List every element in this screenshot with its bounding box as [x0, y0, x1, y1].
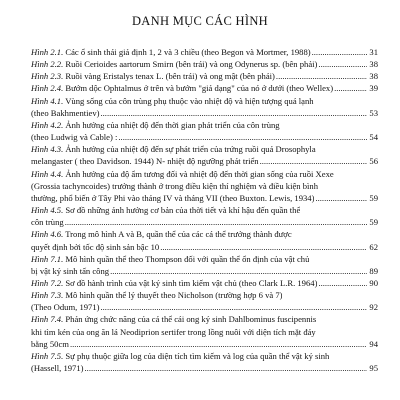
leader-dots	[101, 301, 368, 313]
leader-dots	[260, 155, 367, 167]
figure-caption-text: Hình 4.4. Ảnh hưởng của độ ẩm tương đối và nhiệt độ đến thời gian sống của ruồi Xexe	[31, 168, 334, 179]
page-number: 94	[369, 338, 378, 349]
figure-entry-line	[31, 265, 378, 277]
figure-caption-text: (Hassell, 1971)	[31, 363, 84, 374]
figure-caption-text: thường, phổ biến ở Tây Phi vào tháng IV và tháng VII (theo Buxton. Lewis, 1934)	[31, 192, 315, 203]
figure-entry[interactable]	[31, 58, 378, 70]
page-number: 89	[369, 265, 378, 276]
figure-entry-line	[31, 168, 378, 180]
figure-entry[interactable]	[31, 228, 378, 252]
figure-entry-line	[31, 155, 378, 167]
page-number: 95	[369, 363, 378, 374]
leader-dots	[85, 362, 367, 374]
figure-entry-line	[31, 362, 378, 374]
figure-caption-text: melangaster ( theo Davidson. 1944) N- nhiệt độ ngưỡng phát triển	[31, 156, 259, 167]
figure-caption-text: quyết định bởi tốc độ sinh sản bậc 10	[31, 241, 160, 252]
page-title: DANH MỤC CÁC HÌNH	[131, 14, 268, 28]
leader-dots	[318, 277, 367, 289]
figure-entry[interactable]	[31, 70, 378, 82]
figure-entry[interactable]	[31, 168, 378, 204]
figure-entry-line	[31, 143, 378, 155]
leader-dots	[118, 131, 367, 143]
figure-entry-line	[31, 338, 378, 350]
figure-caption-text: bị vật ký sinh tấn công	[31, 265, 110, 276]
figure-caption-text: Hình 7.4. Phản ứng chức năng của cá thể cái ong ký sinh Dahlbominus fuscipennis	[31, 314, 317, 325]
figure-entry[interactable]	[31, 143, 378, 167]
figure-caption-text: Hình 7.5. Sự phụ thuộc giữa log của diện tích tìm kiếm và log của quần thể vật ký sinh	[31, 350, 330, 361]
leader-dots	[312, 46, 367, 58]
figure-entry-line	[31, 326, 378, 338]
figure-entry[interactable]	[31, 82, 378, 94]
figure-entry[interactable]	[31, 350, 378, 374]
figure-entry-line	[31, 253, 378, 265]
page-number: 39	[369, 83, 378, 94]
figure-entry-line	[31, 228, 378, 240]
figure-caption-text: (theo Bakhmentiev)	[31, 107, 100, 118]
figure-entry-line	[31, 107, 378, 119]
page-number: 31	[369, 47, 378, 57]
figure-caption-text: Hình 4.3. Ảnh hưởng của nhiệt độ đến sự phát triển của trứng ruồi quả Drosophyla	[31, 144, 316, 155]
figure-entry-line	[31, 301, 378, 313]
figure-caption-text: Hình 7.3. Mô hình quần thể lý thuyết theo Nicholson (trường hợp 6 và 7)	[31, 290, 283, 301]
figure-entry[interactable]	[31, 46, 378, 58]
figure-entry[interactable]	[31, 277, 378, 289]
page-number: 53	[369, 107, 378, 118]
leader-dots	[318, 58, 367, 70]
page-number: 59	[369, 217, 378, 228]
leader-dots	[160, 241, 367, 253]
figure-entry-line	[31, 313, 378, 325]
figure-entry[interactable]	[31, 253, 378, 277]
figure-entry-line	[31, 289, 378, 301]
figure-caption-text: (theo Ludwig và Cable) :	[31, 132, 118, 143]
page-number: 54	[369, 132, 378, 143]
figure-caption-text: (Theo Odum, 1971)	[31, 302, 100, 313]
leader-dots	[65, 216, 367, 228]
page-number: 90	[369, 277, 378, 288]
figure-entry[interactable]	[31, 119, 378, 143]
leader-dots	[70, 338, 367, 350]
figure-caption-text: Hình 2.1. Các ổ sinh thái giả định 1, 2 và 3 chiều (theo Begon và Mortmer, 1988)	[31, 47, 311, 57]
figure-caption-text: Hình 4.5. Sơ đồ những ảnh hưởng cơ bản của thời tiết và khí hậu đến quần thể	[31, 205, 301, 216]
figure-entry-line	[31, 131, 378, 143]
figure-caption-text: Hình 2.4. Bướm dộc Ophtalmus ở trên và bướm "giả dạng" của nó ở dưới (theo Wellex)	[31, 83, 334, 94]
figure-entry-line	[31, 277, 378, 289]
figure-entry[interactable]	[31, 289, 378, 313]
figure-entry-line	[31, 192, 378, 204]
figure-caption-text: Hình 7.2. Sơ đồ hành trình của vật ký sinh tìm kiếm vật chủ (theo Clark L.R. 1964)	[31, 277, 318, 288]
leader-dots	[110, 265, 367, 277]
figure-entry-line	[31, 350, 378, 362]
figure-caption-text: khi tìm kén của ong ăn lá Neodiprion sertifer trong lồng nuôi với diện tích mặt đáy	[31, 326, 316, 337]
figure-entry-line	[31, 241, 378, 253]
page-number: 92	[369, 302, 378, 313]
figure-entry-line	[31, 119, 378, 131]
page-number: 38	[369, 59, 378, 70]
figure-entry-line	[31, 46, 378, 58]
figure-entry[interactable]	[31, 204, 378, 228]
leader-dots	[315, 192, 367, 204]
figure-caption-text: Hình 4.1. Vùng sống của côn trùng phụ thuộc vào nhiệt độ và hiện tượng quá lạnh	[31, 95, 314, 106]
figure-caption-text: Hình 7.1. Mô hình quần thể theo Thompson đối với quần thể ổn định của vật chủ	[31, 253, 310, 264]
page-number: 62	[369, 241, 378, 252]
figure-entry-line	[31, 216, 378, 228]
leader-dots	[276, 70, 367, 82]
figure-caption-text: bằng 50cm	[31, 338, 69, 349]
figure-list	[31, 46, 378, 374]
page-number: 59	[369, 192, 378, 203]
page-number: 56	[369, 156, 378, 167]
figure-entry-line	[31, 204, 378, 216]
figure-caption-text: Hình 4.6. Trong mô hình A và B, quần thể của các cá thể trưởng thành được	[31, 229, 292, 240]
figure-entry-line	[31, 58, 378, 70]
figure-entry[interactable]	[31, 313, 378, 349]
figure-caption-text: côn trùng	[31, 217, 64, 228]
figure-entry-line	[31, 95, 378, 107]
leader-dots	[101, 107, 368, 119]
figure-entry[interactable]	[31, 95, 378, 119]
leader-dots	[334, 82, 367, 94]
figure-entry-line	[31, 180, 378, 192]
figure-caption-text: Hình 2.3. Ruồi vàng Eristalys tenax L. (bên trái) và ong mật (bên phải)	[31, 71, 275, 82]
figure-entry-line	[31, 70, 378, 82]
figure-caption-text: Hình 2.2. Ruồi Cerioides aartorum Smirn (bên trái) và ong Odynerus sp. (bên phải)	[31, 59, 318, 70]
page-number: 38	[369, 71, 378, 82]
figure-caption-text: Hình 4.2. Ảnh hưởng của nhiệt độ đến thời gian phát triển của côn trùng	[31, 119, 280, 130]
figure-entry-line	[31, 82, 378, 94]
figure-caption-text: (Grossia tachyncoides) trưởng thành ở trong điều kiện thí nghiệm và điều kiện bình	[31, 180, 319, 191]
